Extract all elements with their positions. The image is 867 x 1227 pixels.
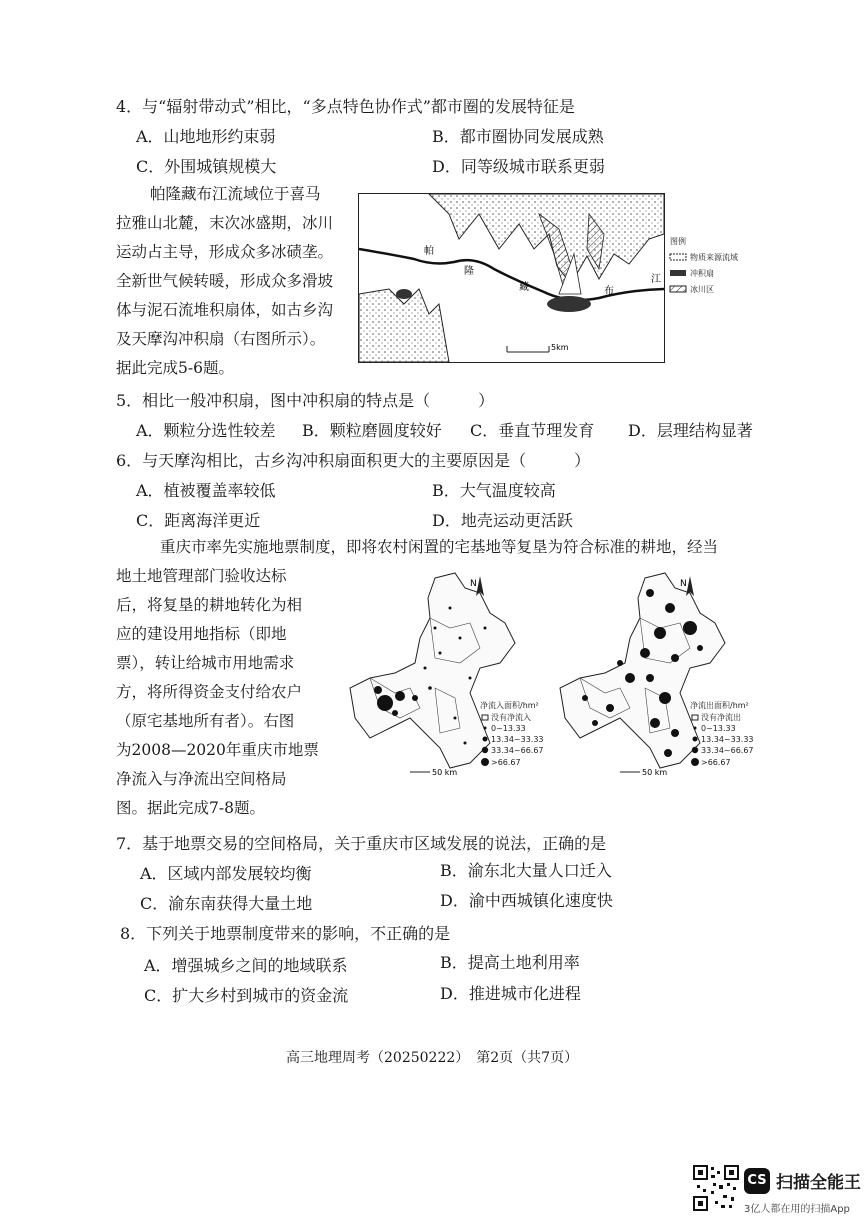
scanner-tagline: 3亿人都在用的扫描App (744, 1204, 850, 1215)
intro78-line-9: 图。据此完成7-8题。 (116, 799, 265, 817)
q6-option-c: C．距离海洋更近 (136, 511, 261, 530)
river-char-1: 帕 (424, 246, 434, 257)
map3-legend-title: 净流出面积/hm² (690, 701, 749, 710)
intro78-first: 重庆市率先实施地票制度，即将农村闲置的宅基地等复垦为符合标准的耕地，经当 (160, 538, 719, 556)
intro56-line-2: 拉雅山北麓，末次冰盛期，冰川 (116, 214, 334, 232)
intro56-line-6: 及天摩沟冲积扇（右图所示）。 (116, 330, 326, 348)
qr-code-icon (693, 1165, 739, 1211)
intro78-line-7: 为2008—2020年重庆市地票 (116, 741, 319, 759)
q5-option-b: B．颗粒磨圆度较好 (302, 421, 442, 440)
q7-option-b: B．渝东北大量人口迁入 (440, 861, 612, 880)
intro78-line-2: 后，将复垦的耕地转化为相 (116, 596, 303, 614)
chongqing-outflow-map (550, 568, 760, 778)
scanner-app-name: 扫描全能王 (776, 1173, 861, 1193)
alluvial-fan-map (358, 193, 665, 363)
q8-option-b: B．提高土地利用率 (440, 953, 580, 972)
q7-option-d: D．渝中西城镇化速度快 (440, 891, 613, 910)
q6-stem: 6．与天摩沟相比，古乡沟冲积扇面积更大的主要原因是（ ） (116, 451, 591, 470)
intro56-line-4: 全新世气候转暖，形成众多滑坡 (116, 272, 334, 290)
map3-legend-item-3: 33.34~66.67 (701, 746, 754, 755)
map2-scale: 50 km (432, 768, 458, 777)
map3-legend-item-1: 0~13.33 (701, 724, 736, 733)
page-footer: 高三地理周考（20250222） 第2页（共7页） (286, 1050, 579, 1066)
q5-option-c: C．垂直节理发育 (470, 421, 595, 440)
map2-legend-item-4: >66.67 (491, 758, 521, 767)
river-char-5: 江 (651, 274, 661, 285)
intro78-line-6: （原宅基地所有者）。右图 (116, 712, 295, 730)
alluvial-fan-legend (668, 236, 768, 306)
intro78-line-4: 票），转让给城市用地需求 (116, 654, 295, 672)
map2-legend-title: 净流入面积/hm² (480, 701, 539, 710)
intro78-line-5: 方，将所得资金支付给农户 (116, 683, 303, 701)
map2-legend-item-1: 0~13.33 (491, 724, 526, 733)
q5-option-d: D．层理结构显著 (628, 421, 753, 440)
q8-stem: 8．下列关于地票制度带来的影响，不正确的是 (120, 924, 451, 943)
river-char-3: 藏 (519, 282, 529, 293)
q7-stem: 7．基于地票交易的空间格局，关于重庆市区域发展的说法，正确的是 (116, 834, 607, 853)
q4-option-c: C．外围城镇规模大 (136, 157, 277, 176)
map3-north-label: N (680, 579, 687, 589)
legend-item-fan: 冲积扇 (690, 269, 714, 278)
q6-option-b: B．大气温度较高 (432, 481, 556, 500)
map2-legend-item-3: 33.34~66.67 (491, 746, 544, 755)
intro56-line-5: 体与泥石流堆积扇体，如古乡沟 (116, 301, 334, 319)
intro78-line-8: 净流入与净流出空间格局 (116, 770, 287, 788)
q4-stem: 4．与“辐射带动式”相比，“多点特色协作式”都市圈的发展特征是 (116, 97, 575, 116)
legend-title: 图例 (670, 237, 686, 246)
intro78-line-3: 应的建设用地指标（即地 (116, 625, 287, 643)
chongqing-inflow-map (340, 568, 550, 778)
map2-north-label: N (470, 579, 477, 589)
river-char-4: 布 (604, 286, 614, 297)
intro56-line-1: 帕隆藏布江流域位于喜马 (150, 185, 321, 203)
q5-option-a: A．颗粒分选性较差 (136, 421, 276, 440)
q4-option-a: A．山地地形约束弱 (136, 127, 276, 146)
river-char-2: 隆 (464, 266, 474, 277)
alluvial-fan-map-graphic (359, 194, 664, 362)
q8-option-c: C．扩大乡村到城市的资金流 (144, 986, 349, 1005)
map1-scale: 5km (551, 343, 569, 352)
q5-stem: 5．相比一般冲积扇，图中冲积扇的特点是（ ） (116, 391, 495, 410)
legend-item-source: 物质来源流域 (690, 253, 738, 262)
q7-option-a: A．区域内部发展较均衡 (140, 864, 312, 883)
intro56-line-7: 据此完成5-6题。 (116, 359, 234, 377)
map2-legend-item-2: 13.34~33.33 (491, 735, 544, 744)
q8-option-a: A．增强城乡之间的地域联系 (144, 956, 348, 975)
map3-legend-item-2: 13.34~33.33 (701, 735, 754, 744)
q4-option-b: B．都市圈协同发展成熟 (432, 127, 604, 146)
map3-scale: 50 km (642, 768, 668, 777)
map3-legend-item-4: >66.67 (701, 758, 731, 767)
q6-option-d: D．地壳运动更活跃 (432, 511, 573, 530)
q6-option-a: A．植被覆盖率较低 (136, 481, 276, 500)
q8-option-d: D．推进城市化进程 (440, 984, 581, 1003)
intro56-line-3: 运动占主导，形成众多冰碛垄。 (116, 243, 334, 261)
intro78-line-1: 地土地管理部门验收达标 (116, 567, 287, 585)
scanner-logo-badge: CS (744, 1168, 770, 1194)
q4-option-d: D．同等级城市联系更弱 (432, 157, 605, 176)
map3-legend-item-0: 没有净流出 (701, 713, 741, 722)
legend-item-glacier: 冰川区 (690, 285, 714, 294)
q7-option-c: C．渝东南获得大量土地 (140, 894, 313, 913)
map2-legend-item-0: 没有净流入 (491, 713, 531, 722)
